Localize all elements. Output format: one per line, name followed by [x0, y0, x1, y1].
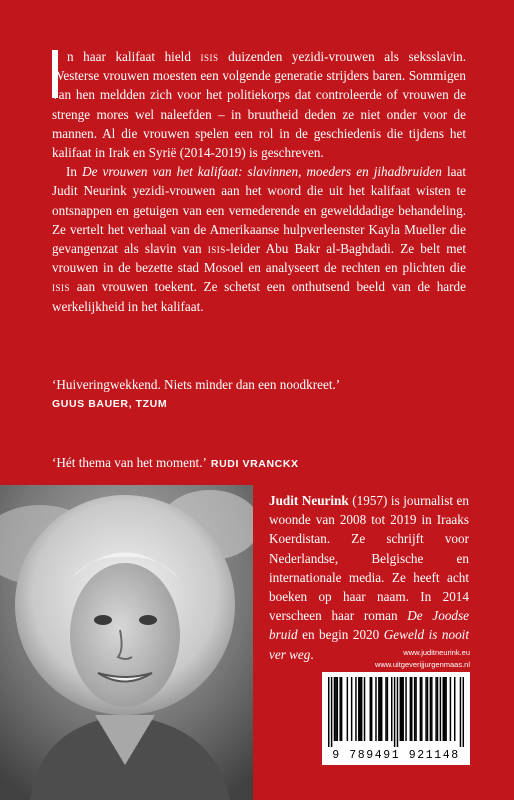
barcode-bar [454, 677, 455, 741]
isbn-barcode [322, 672, 470, 765]
blurb-p1-run: isis [200, 49, 219, 64]
bio-run: Judit Neurink [269, 493, 349, 508]
bio-run: Geweld is nooit ver weg [269, 627, 469, 662]
barcode-bar [410, 677, 411, 741]
isbn-number: 9 789491 921148 [332, 749, 460, 762]
barcode-bar [387, 677, 388, 741]
barcode-bar [463, 677, 464, 747]
barcode-bar [435, 677, 436, 741]
blurb-paragraph-2 [52, 162, 466, 316]
barcode-bar [358, 677, 359, 741]
website-links [322, 647, 470, 670]
barcode-bar [405, 677, 406, 741]
blurb-p2-run: In [66, 164, 83, 180]
barcode-bar [401, 677, 402, 741]
bio-run: en begin 2020 [297, 627, 384, 643]
barcode-bar [414, 677, 415, 741]
barcode-bar [411, 677, 412, 741]
quote-1-source: GUUS BAUER, TZUM [52, 398, 168, 410]
barcode-bar [402, 677, 403, 741]
barcode-bar [339, 677, 340, 741]
author-portrait-image [0, 485, 253, 800]
barcode-bars [328, 677, 464, 747]
blurb-p2-run: laat Judit Neurink yezidi-vrouwen aan het woord die uit het kalifaat wisten te ontsnappen en getuigen van een vernederende en gewelddadige behandeling. Ze vertelt het verhaal van de Amerikaanse hulpverleenster Kayla Mueller die gevangenzat als slavin van [52, 164, 466, 257]
barcode-bar [431, 677, 432, 741]
barcode-bar [397, 677, 398, 747]
barcode-bar [355, 677, 356, 741]
blurb-p2-run: aan vrouwen toekent. Ze schetst een onthutsend beeld van de harde werkelijkheid in het kalifaat. [52, 279, 466, 314]
blurb-p2-run: -leider Abu Bakr al-Baghdadi. Ze belt met vrouwen in de bezette stad Mosoel en analyseert de rechten en plichten die [52, 241, 467, 276]
barcode-bar [347, 677, 348, 741]
barcode-bar [331, 677, 332, 747]
bio-run: De Joodse bruid [269, 608, 470, 643]
author-bio [269, 491, 469, 664]
barcode-bar [440, 677, 441, 741]
barcode-bar [430, 677, 431, 741]
barcode-bar [375, 677, 376, 741]
barcode-bar [421, 677, 422, 741]
author-website[interactable]: www.juditneurink.eu [403, 648, 470, 657]
barcode-bar [335, 677, 336, 741]
barcode-bar [445, 677, 446, 741]
blurb-p2-run: isis [52, 279, 71, 295]
barcode-bar [328, 677, 329, 747]
barcode-bar [361, 677, 362, 741]
barcode-bar [394, 677, 395, 747]
barcode-bar [381, 677, 382, 741]
barcode-bar [425, 677, 426, 741]
barcode-bar [364, 677, 365, 741]
barcode-bar [385, 677, 386, 741]
barcode-bar [450, 677, 451, 741]
blurb-p1-run: n haar kalifaat hield [67, 49, 201, 64]
barcode-bar [359, 677, 360, 741]
bio-run: . [310, 646, 314, 662]
barcode-bar [334, 677, 335, 741]
blurb-paragraph-1 [52, 47, 466, 162]
barcode-bar [420, 677, 421, 741]
barcode-bar [415, 677, 416, 741]
barcode-bar [460, 677, 461, 747]
barcode-bar [427, 677, 428, 741]
barcode-bar [378, 677, 379, 741]
barcode-bar [337, 677, 338, 741]
quote-2-source: RUDI VRANCKX [210, 458, 299, 470]
quote-1: ‘Huiveringwekkend. Niets minder dan een noodkreet.’ [52, 377, 341, 392]
barcode-bar [351, 677, 352, 741]
publisher-website[interactable]: www.uitgeverijjurgenmaas.nl [374, 659, 470, 669]
blurb-text [52, 47, 466, 316]
barcode-bar [371, 677, 372, 741]
barcode-bar [437, 677, 438, 741]
blurb-p2-run: isis [207, 241, 226, 257]
barcode-bar [380, 677, 381, 741]
barcode-bar [391, 677, 392, 741]
blurb-p1-run: duizenden yezidi-vrouwen als seksslavin. Westerse vrouwen moesten een volgende generatie strijders baren. Sommigen van hen meldden zich voor het politiekorps dat controleerde of vrouwen de strenge mores wel naleefden – in bruutheid deden ze niet onder voor de mannen. Al die vrouwen spelen een rol in de geschiedenis die tijdens het kalifaat in Irak en Syrië (2014-2019) is geschreven. [52, 49, 466, 161]
barcode-bar [370, 677, 371, 741]
barcode-bar [400, 677, 401, 741]
quote-2 [52, 455, 472, 471]
bio-run: (1957) is journalist en woonde van 2008 tot 2019 in Iraaks Koerdistan. Ze schrijft voor Nederlandse, Belgische en internationale media. Ze heeft acht boeken op haar naam. In 2014 verscheen haar roman [269, 493, 469, 624]
barcode-bar [341, 677, 342, 741]
barcode-bar [443, 677, 444, 741]
quote-2-text: ‘Hét thema van het moment.’ [52, 455, 207, 470]
blurb-p2-run: De vrouwen van het kalifaat: slavinnen, moeders en jihadbruiden [82, 164, 442, 180]
barcode-bar [444, 677, 445, 741]
author-photo [0, 485, 253, 800]
